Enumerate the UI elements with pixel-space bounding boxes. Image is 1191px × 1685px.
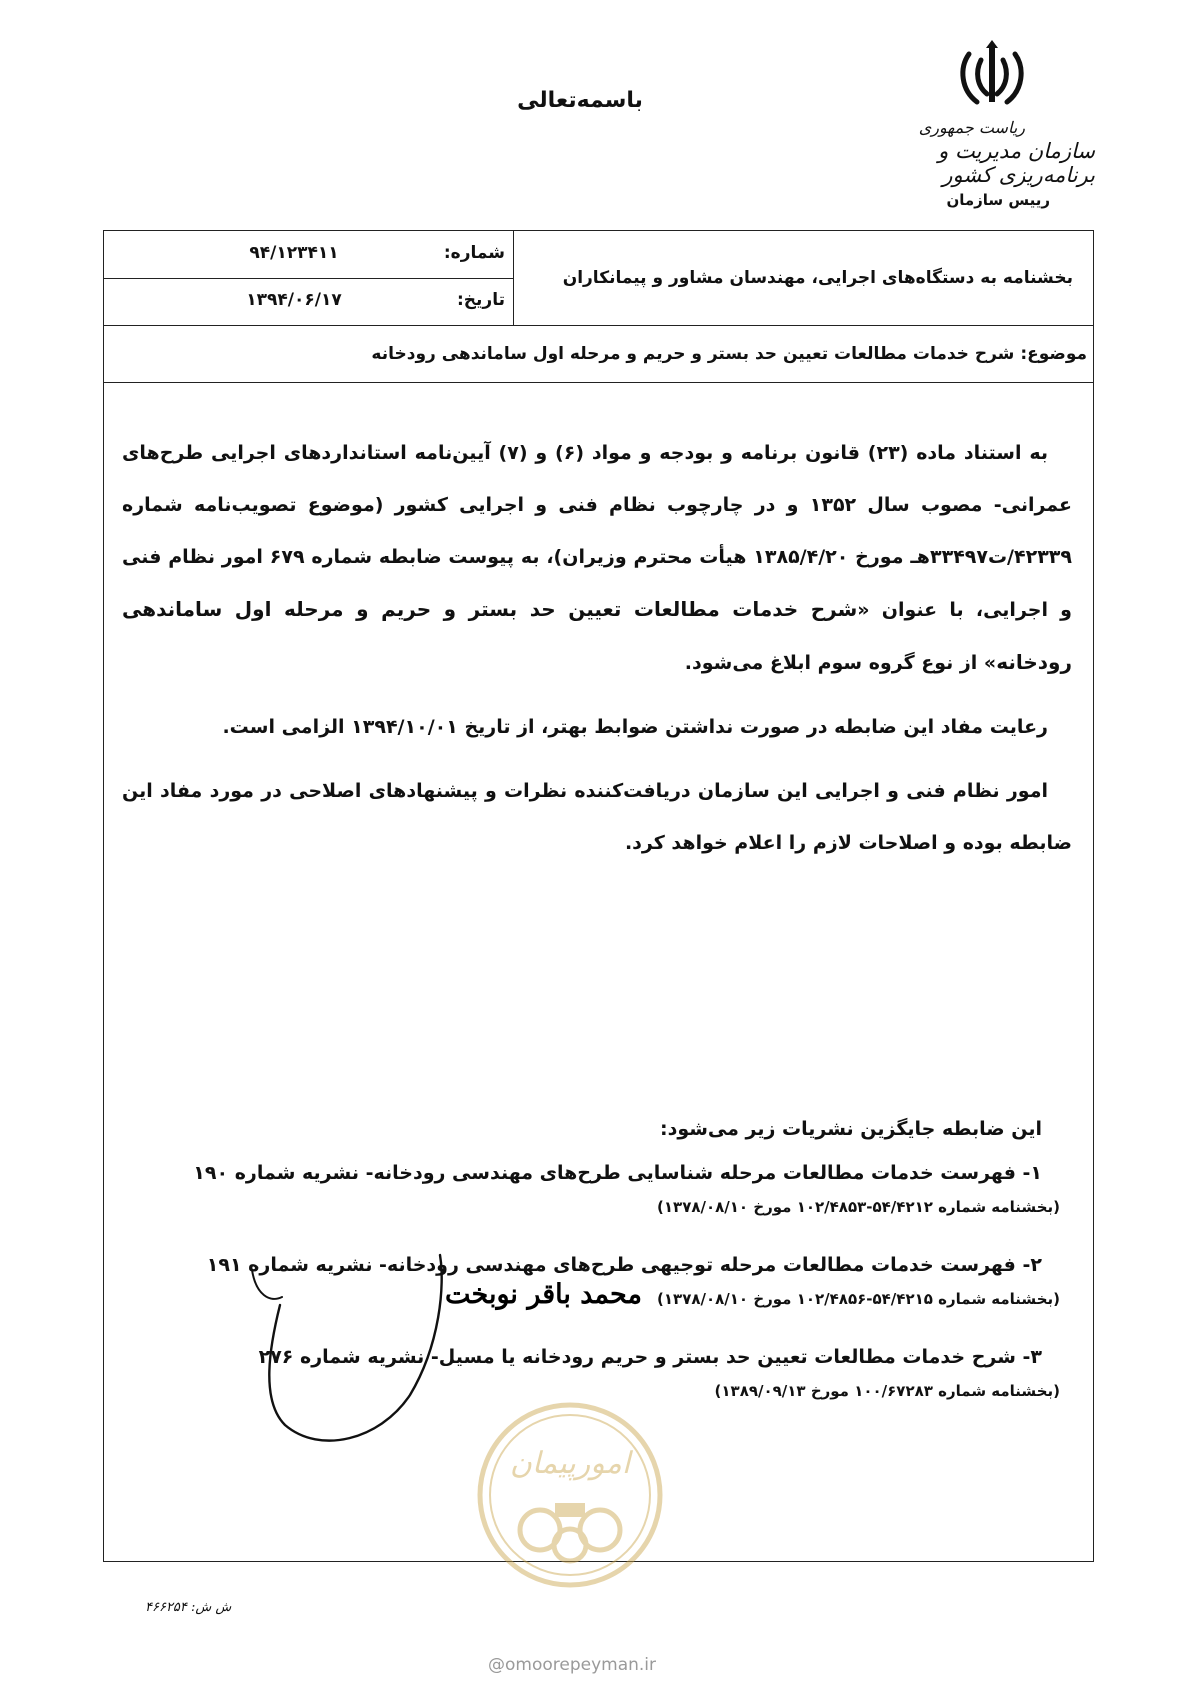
- org-head-line: رییس سازمان: [946, 191, 1050, 209]
- publication-note: (بخشنامه شماره ۵۴/۴۲۱۵-۱۰۲/۴۸۵۶ مورخ ۱۳۷۸/۰۸/۱۰): [657, 1290, 1060, 1308]
- publication-title: ۲- فهرست خدمات مطالعات مرحله توجیهی طرح‌های مهندسی رودخانه- نشریه شماره ۱۹۱: [206, 1254, 1042, 1276]
- org-name-line: سازمان مدیریت و برنامه‌ریزی کشور: [938, 139, 1095, 187]
- meta-cell: [104, 231, 513, 325]
- publication-title: ۳- شرح خدمات مطالعات تعیین حد بستر و حریم رودخانه یا مسیل- نشریه شماره ۲۷۶: [258, 1346, 1042, 1368]
- iran-emblem-icon: [955, 38, 1029, 112]
- paragraph-2: رعایت مفاد این ضابطه در صورت نداشتن ضوابط بهتر، از تاریخ ۱۳۹۴/۱۰/۰۱ الزامی است.: [222, 716, 1048, 738]
- paragraph-1-intro: به استناد ماده (۲۳) قانون برنامه و بودجه و مواد (۶) و (۷) آیین‌نامه استانداردهای اجرایی طرح‌های عمرانی- مصوب سال ۱۳۵۲ و در چارچوب نظام فنی و اجرایی کشور (موضوع تصویب‌نامه شماره ۴۲۳۳۹/ت۳۳۴۹۷هـ مورخ ۱۳۸۵/۴/۲۰ هیأت محترم وزیران)، به پیوست ضابطه شماره ۶۷۹ امور نظام فنی و اجرایی، با عنوان «: [122, 442, 1072, 621]
- subject-row: موضوع: شرح خدمات مطالعات تعیین حد بستر و حریم و مرحله اول ساماندهی رودخانه: [104, 325, 1093, 383]
- paragraph-3: امور نظام فنی و اجرایی این سازمان دریافت‌کننده نظرات و پیشنهادهای اصلاحی در مورد مفاد این ضابطه بوده و اصلاحات لازم را اعلام خواهد کرد.: [122, 780, 1072, 854]
- recipients-cell: بخشنامه به دستگاه‌های اجرایی، مهندسان مشاور و پیمانکاران: [513, 231, 1093, 325]
- company-stamp: [470, 1395, 670, 1595]
- number-label: شماره:: [443, 243, 505, 263]
- date-label: تاریخ:: [457, 290, 505, 310]
- paragraph-1-tail: » از نوع گروه سوم ابلاغ می‌شود.: [684, 652, 997, 674]
- signatory-name: محمد باقر نوبخت: [445, 1279, 642, 1310]
- paragraph-1: [122, 427, 1072, 689]
- publication-note: (بخشنامه شماره ۵۴/۴۲۱۲-۱۰۲/۴۸۵۳ مورخ ۱۳۷۸/۰۸/۱۰): [657, 1198, 1060, 1216]
- date-value: ۱۳۹۴/۰۶/۱۷: [246, 290, 342, 310]
- list-item: [134, 1153, 1064, 1221]
- header-row: [104, 231, 1093, 326]
- regulation-title: شرح خدمات مطالعات تعیین حد بستر و حریم و مرحله اول ساماندهی رودخانه: [122, 597, 1072, 674]
- date-row: [104, 278, 513, 325]
- organization-block: [865, 118, 1095, 209]
- invocation-heading: باسمه‌تعالی: [517, 88, 643, 113]
- stamp-text: امورپیمان: [509, 1446, 631, 1481]
- footer-code: ش ش: ۴۶۶۲۵۴: [145, 1600, 232, 1615]
- footer-website: @omoorepeyman.ir: [488, 1655, 657, 1675]
- letter-body: [122, 427, 1072, 869]
- publication-title: ۱- فهرست خدمات مطالعات مرحله شناسایی طرح‌های مهندسی رودخانه- نشریه شماره ۱۹۰: [193, 1162, 1042, 1184]
- publication-note: (بخشنامه شماره ۱۰۰/۶۷۲۸۳ مورخ ۱۳۸۹/۰۹/۱۳): [714, 1382, 1060, 1400]
- org-presidency-line: ریاست جمهوری: [918, 118, 1025, 137]
- number-value: ۹۴/۱۲۳۴۱۱: [249, 243, 339, 263]
- number-row: [104, 231, 513, 279]
- replaced-publications-intro: این ضابطه جایگزین نشریات زیر می‌شود:: [659, 1118, 1042, 1140]
